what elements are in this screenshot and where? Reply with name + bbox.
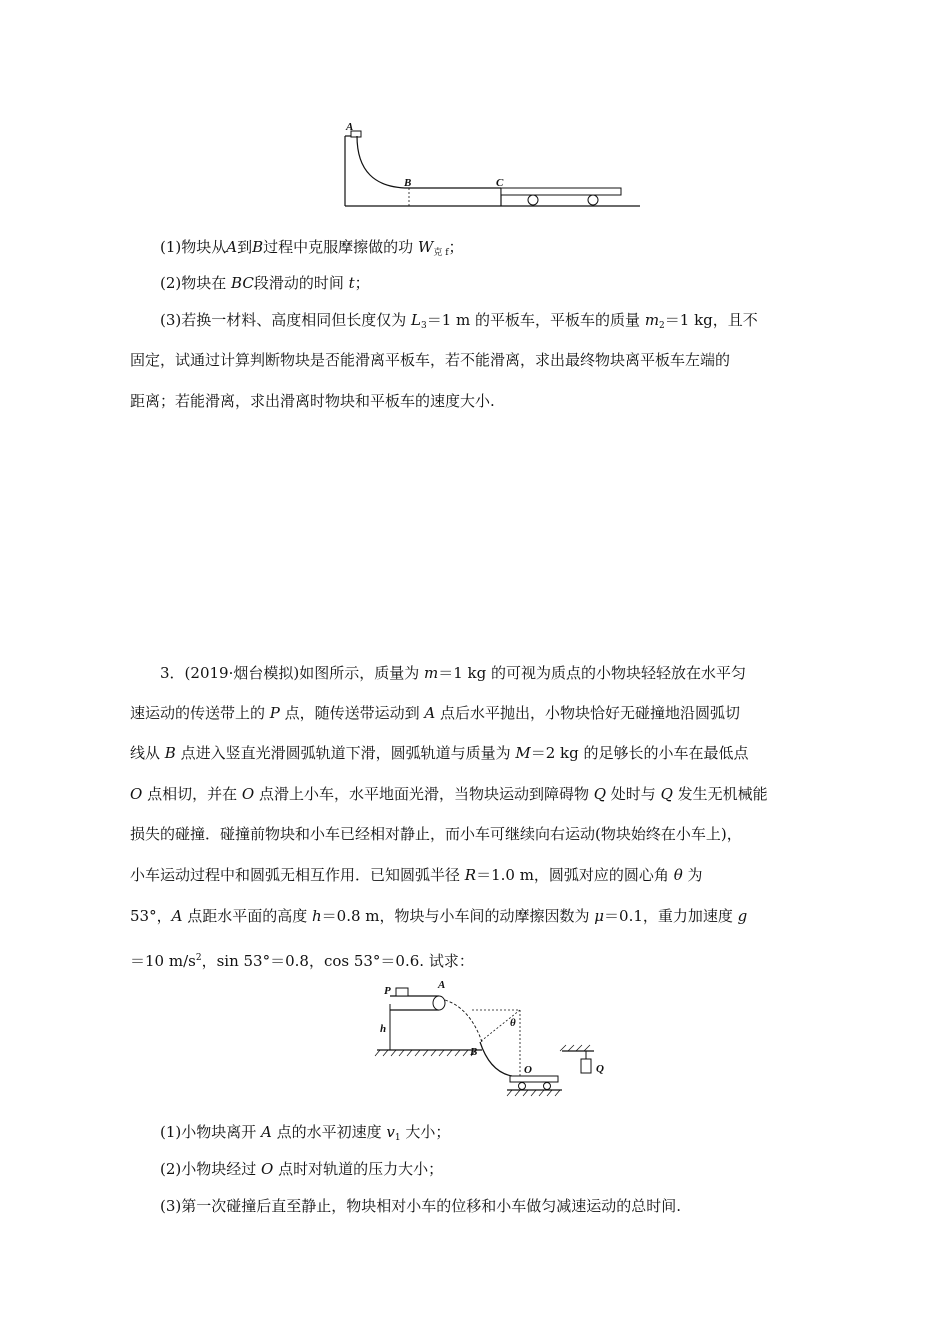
q3-line1: 3．(2019·烟台模拟)如图所示，质量为 m＝1 kg 的可视为质点的小物块轻轻放在水平匀 (160, 664, 746, 682)
label-a: A (346, 121, 354, 133)
q2-part1: (1)物块从A到B过程中克服摩擦做的功 $W_{克 f}$； (160, 238, 464, 258)
q2-part3-line3: 距离；若能滑离，求出滑离时物块和平板车的速度大小. (130, 392, 495, 410)
small-cart (510, 1076, 558, 1082)
q3-line3: 线从 B 点进入竖直光滑圆弧轨道下滑，圆弧轨道与质量为 M＝2 kg 的足够长的小车在最低点 (130, 744, 749, 762)
small-cart-wheel-right (544, 1083, 551, 1090)
q3-line8: ＝10 $m/s^2$，sin 53°＝0.8，cos 53°＝0.6. 试求： (130, 952, 474, 970)
block-p (396, 988, 408, 996)
q2-part3-line2: 固定，试通过计算判断物块是否能滑离平板车，若不能滑离，求出最终物块离平板车左端的 (130, 351, 731, 369)
projectile-path (445, 1000, 482, 1042)
label-b2: B (470, 1046, 478, 1058)
ground-hatch-left (375, 1050, 476, 1056)
q3-part2: (2)小物块经过 O 点时对轨道的压力大小； (160, 1160, 444, 1178)
q2-part3-line1: (3)若换一材料、高度相同但长度仅为 $L_3=1$ m 的平板车，平板车的质量 $m_2=1$ kg，且不 (160, 311, 758, 331)
q3-line2: 速运动的传送带上的 P 点，随传送带运动到 A 点后水平抛出，小物块恰好无碰撞地沿圆弧切 (130, 704, 741, 722)
q3-line4: O 点相切，并在 O 点滑上小车，水平地面光滑，当物块运动到障碍物 Q 处时与 Q 发生无机械能 (130, 785, 768, 803)
label-p: P (384, 985, 391, 997)
ground-hatch-cart (507, 1090, 560, 1096)
label-h: h (380, 1023, 387, 1035)
label-o: O (524, 1064, 532, 1076)
q3-line7: 53°，A 点距水平面的高度 h＝0.8 m，物块与小车间的动摩擦因数为 μ＝0.1，重力加速度 g (130, 907, 748, 925)
q3-line6: 小车运动过程中和圆弧无相互作用．已知圆弧半径 R＝1.0 m，圆弧对应的圆心角 θ 为 (130, 866, 703, 884)
cart-wheel-left (528, 195, 538, 205)
figure-conveyor-arc-cart (372, 980, 622, 1100)
q3-part1: (1)小物块离开 A 点的水平初速度 $v_1$ 大小； (160, 1123, 451, 1143)
cart-wheel-right (588, 195, 598, 205)
label-q: Q (596, 1063, 604, 1075)
label-theta: θ (510, 1017, 516, 1029)
label-a2: A (438, 980, 446, 991)
curved-track (357, 136, 412, 189)
small-cart-wheel-left (519, 1083, 526, 1090)
q2-part2: (2)物块在 BC段滑动的时间 t； (160, 274, 370, 292)
figure-track-cart (335, 120, 650, 210)
obstacle-q (581, 1059, 591, 1073)
q3-line5: 损失的碰撞．碰撞前物块和小车已经相对静止，而小车可继续向右运动(物块始终在小车上)， (130, 825, 742, 843)
label-b: B (404, 177, 412, 189)
arc-track (480, 1042, 512, 1076)
q3-part3: (3)第一次碰撞后直至静止，物块相对小车的位移和小车做匀减速运动的总时间. (160, 1197, 682, 1215)
label-c: C (496, 177, 504, 189)
flatbed-cart (501, 188, 621, 195)
conveyor-roller (433, 996, 445, 1010)
